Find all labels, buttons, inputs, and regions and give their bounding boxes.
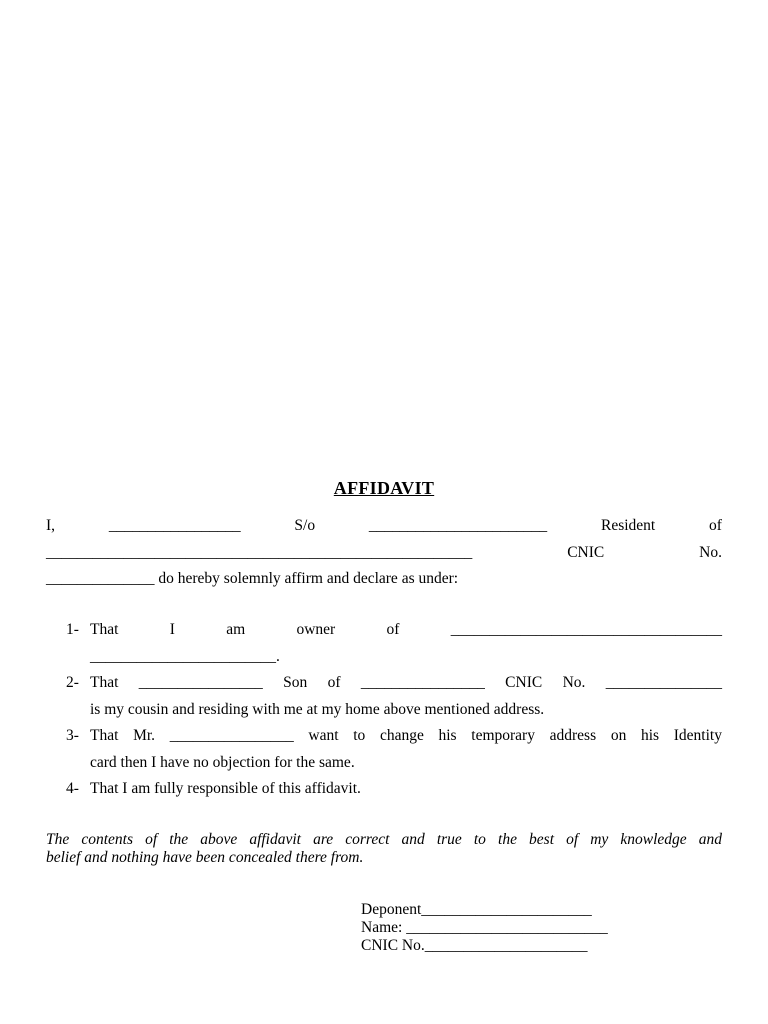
declaration-list bbox=[66, 617, 722, 803]
list-item bbox=[66, 617, 722, 670]
name-blank: _________________ bbox=[108, 517, 241, 534]
item-word: change bbox=[379, 727, 424, 744]
closing-word: to bbox=[473, 831, 486, 848]
list-item-line: is my cousin and residing with me at my home above mentioned address. bbox=[90, 700, 545, 718]
list-item bbox=[66, 723, 722, 776]
intro-word: No. bbox=[699, 543, 722, 561]
closing-word: above bbox=[200, 831, 238, 848]
item-word: am bbox=[226, 621, 246, 638]
cousin-cnic-blank: _______________ bbox=[605, 674, 722, 691]
list-item-line: card then I have no objection for the same. bbox=[90, 753, 355, 771]
intro-word: S/o bbox=[294, 517, 316, 534]
address-blank: _______________________________________________________ bbox=[46, 543, 473, 561]
closing-word: affidavit bbox=[249, 831, 301, 848]
cnic-field: CNIC No._____________________ bbox=[361, 937, 588, 954]
closing-word: and bbox=[401, 831, 425, 848]
item-word: That bbox=[90, 621, 119, 638]
item-word: That bbox=[90, 674, 119, 691]
list-item-number: 1- bbox=[66, 621, 79, 638]
intro-line-3: ______________ do hereby solemnly affirm and declare as under: bbox=[46, 570, 459, 587]
closing-word: of bbox=[566, 831, 579, 848]
intro-line-1 bbox=[46, 513, 722, 540]
closing-word: knowledge bbox=[620, 831, 687, 848]
item-word: I bbox=[169, 621, 175, 638]
list-item-text bbox=[90, 776, 722, 803]
intro-paragraph bbox=[46, 513, 722, 593]
item-word: his bbox=[438, 727, 457, 744]
mr-name-blank: ________________ bbox=[169, 727, 294, 744]
item-word: want bbox=[308, 727, 339, 744]
intro-word: CNIC bbox=[567, 543, 605, 561]
cousin-name-blank: ________________ bbox=[138, 674, 263, 691]
closing-line-1 bbox=[46, 831, 722, 849]
closing-word: best bbox=[529, 831, 554, 848]
list-item-line: ________________________. bbox=[90, 647, 280, 665]
closing-word: of bbox=[145, 831, 158, 848]
item-word: Mr. bbox=[133, 727, 156, 744]
item-word: owner bbox=[296, 621, 336, 638]
closing-line-2: belief and nothing have been concealed there from. bbox=[46, 849, 364, 866]
item-word: of bbox=[327, 674, 341, 691]
item-word: CNIC bbox=[505, 674, 543, 691]
list-item-line bbox=[90, 723, 722, 750]
list-item-line: That I am fully responsible of this affidavit. bbox=[90, 780, 361, 797]
list-item-text bbox=[90, 723, 722, 776]
item-word: Son bbox=[283, 674, 308, 691]
list-item-text bbox=[90, 617, 722, 670]
intro-word: I, bbox=[46, 517, 56, 534]
list-item-line bbox=[90, 617, 722, 644]
list-item-number: 3- bbox=[66, 727, 79, 744]
item-word: address bbox=[549, 727, 597, 744]
item-word: No. bbox=[562, 674, 586, 691]
closing-word: are bbox=[313, 831, 334, 848]
item-word: on bbox=[610, 727, 627, 744]
intro-line-2 bbox=[46, 540, 722, 567]
closing-word: my bbox=[590, 831, 609, 848]
item-word: That bbox=[90, 727, 119, 744]
list-item-number: 4- bbox=[66, 780, 79, 797]
closing-word: The bbox=[46, 831, 70, 848]
closing-word: contents bbox=[81, 831, 133, 848]
father-name-blank: _______________________ bbox=[368, 517, 548, 534]
closing-word: the bbox=[169, 831, 189, 848]
item-word: to bbox=[353, 727, 366, 744]
list-item bbox=[66, 776, 722, 803]
intro-word: Resident bbox=[600, 517, 656, 534]
item-word: his bbox=[640, 727, 660, 744]
list-item bbox=[66, 670, 722, 723]
name-field: Name: __________________________ bbox=[361, 919, 608, 936]
deponent-field: Deponent______________________ bbox=[361, 901, 592, 918]
item-word: of bbox=[386, 621, 400, 638]
document-title: AFFIDAVIT bbox=[333, 478, 435, 498]
closing-statement bbox=[46, 831, 722, 876]
signature-block bbox=[361, 901, 608, 955]
cousin-father-blank: ________________ bbox=[360, 674, 485, 691]
closing-word: the bbox=[498, 831, 517, 848]
list-item-number: 2- bbox=[66, 674, 79, 691]
item-word: Identity bbox=[673, 727, 722, 744]
property-blank: ___________________________________ bbox=[450, 621, 722, 638]
item-word: temporary bbox=[471, 727, 535, 744]
list-item-text bbox=[90, 670, 722, 723]
list-item-line bbox=[90, 670, 722, 697]
closing-word: correct bbox=[345, 831, 390, 848]
intro-word: of bbox=[709, 517, 722, 534]
closing-word: and bbox=[698, 831, 722, 848]
closing-word: true bbox=[436, 831, 462, 848]
